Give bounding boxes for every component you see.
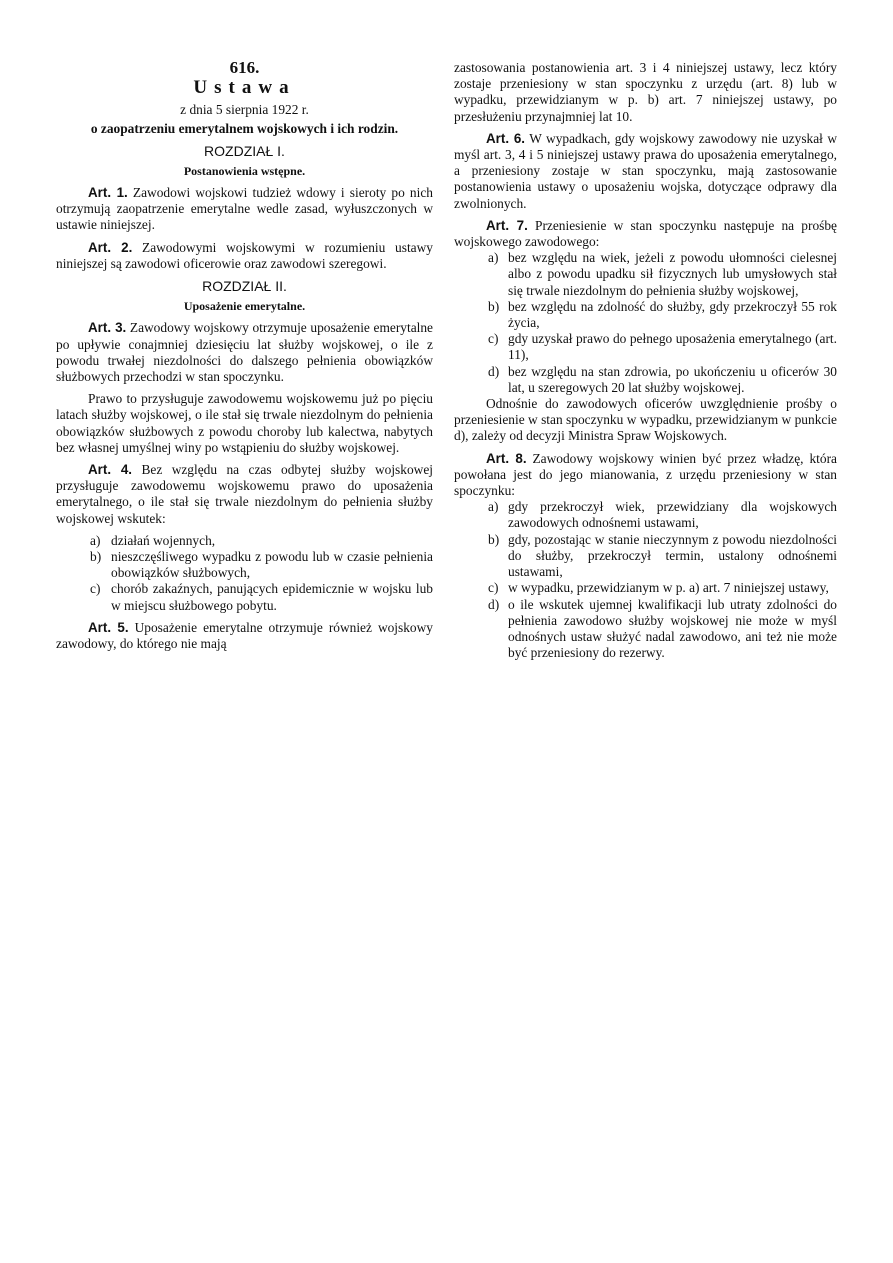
article-6-label: Art. 6. bbox=[486, 130, 526, 146]
list-item-text: działań wojennych, bbox=[111, 532, 216, 548]
list-item bbox=[454, 532, 837, 581]
list-item-text: w wypadku, przewidzianym w p. a) art. 7 niniejszej ustawy, bbox=[508, 580, 829, 596]
article-6 bbox=[454, 131, 837, 212]
list-item bbox=[56, 549, 433, 581]
chapter-1-heading: ROZDZIAŁ I. bbox=[204, 142, 285, 159]
list-item-mark: c) bbox=[90, 581, 101, 597]
chapter-2-heading: ROZDZIAŁ II. bbox=[202, 278, 287, 295]
list-item bbox=[56, 581, 433, 613]
list-item-text: bez względu na stan zdrowia, po ukończeniu u oficerów 30 lat, u szeregowych 20 lat służby wojskowej. bbox=[508, 363, 837, 395]
list-item-mark: a) bbox=[488, 250, 499, 266]
article-4 bbox=[56, 462, 433, 527]
article-8-label: Art. 8. bbox=[486, 450, 527, 466]
list-item-mark: b) bbox=[488, 531, 500, 547]
article-7 bbox=[454, 218, 837, 250]
article-5-label: Art. 5. bbox=[88, 619, 129, 635]
article-8-list bbox=[454, 499, 837, 661]
article-5 bbox=[56, 620, 433, 652]
article-5-text: Uposażenie emerytalne otrzymuje również wojskowy zawodowy, do którego nie mają bbox=[56, 619, 433, 652]
article-3-paragraph-2: Prawo to przysługuje zawodowemu wojskowemu już po pięciu latach służby wojskowej, o ile stał się trwale niezdolnym do pełnienia obowiązków służbowych z powodu choroby lub kalectwa, nabytych bez własnej umyślnej winy po wstąpieniu do służby wojskowej. bbox=[56, 391, 433, 455]
list-item-text: nieszczęśliwego wypadku z powodu lub w czasie pełnienia obowiązków służbowych, bbox=[111, 549, 433, 581]
right-column bbox=[454, 60, 837, 667]
list-item bbox=[454, 364, 837, 396]
list-item-text: gdy przekroczył wiek, przewidziany dla wojskowych zawodowych odnośnemi ustawami, bbox=[508, 499, 837, 531]
article-1-text: Zawodowi wojskowi tudzież wdowy i sieroty po nich otrzymują zaopatrzenie emerytalne wedle zasad, wyłuszczonych w ustawie niniejszej. bbox=[56, 185, 433, 233]
article-7-label: Art. 7. bbox=[486, 217, 528, 233]
list-item-text: chorób zakaźnych, panujących epidemicznie w wojsku lub w miejscu służbowego pobytu. bbox=[111, 581, 433, 613]
article-3-text: Zawodowy wojskowy otrzymuje uposażenie emerytalne po upływie conajmniej dziesięciu lat służby wojskowej, o ile z powodu trwałej niezdolności do dalszego pełnienia obowiązków służbowych przechodzi w stan spoczynku. bbox=[56, 320, 433, 385]
left-column bbox=[56, 60, 433, 658]
list-item-mark: b) bbox=[90, 549, 102, 565]
list-item-mark: d) bbox=[488, 363, 500, 379]
list-item-text: gdy, pozostając w stanie nieczynnym z powodu niezdolności do służby, przekroczył termin, ustalony odnośnemi ustawami, bbox=[508, 531, 837, 580]
list-item bbox=[454, 580, 837, 596]
act-subject: o zaopatrzeniu emerytalnem wojskowych i ich rodzin. bbox=[90, 120, 399, 136]
article-5-continuation: zastosowania postanowienia art. 3 i 4 niniejszej ustawy, lecz który zostaje przeniesiony w stan spoczynku z urzędu (art. 8) lub w wypadku, przewidzianym w p. b) art. 7 niniejszej ustawy, po przesłużeniu przynajmniej lat 10. bbox=[454, 60, 837, 124]
list-item bbox=[454, 299, 837, 331]
article-8 bbox=[454, 451, 837, 500]
list-item bbox=[56, 533, 433, 549]
act-date: z dnia 5 sierpnia 1922 r. bbox=[180, 102, 309, 118]
article-1-label: Art. 1. bbox=[88, 185, 128, 201]
list-item-mark: c) bbox=[488, 331, 499, 347]
list-item-mark: d) bbox=[488, 596, 500, 612]
article-1 bbox=[56, 185, 433, 234]
act-title: Ustawa bbox=[193, 77, 296, 99]
article-6-text: W wypadkach, gdy wojskowy zawodowy nie uzyskał w myśl art. 3, 4 i 5 niniejszej ustawy prawa do uposażenia emerytalnego, a przeniesiony zostaje w stan spoczynku, mają zastosowanie postanowienia ustawy o uposażeniu wojska, dotyczące odprawy dla zwolnionych. bbox=[454, 130, 837, 211]
article-3 bbox=[56, 320, 433, 385]
article-2 bbox=[56, 240, 433, 272]
article-3-label: Art. 3. bbox=[88, 320, 127, 336]
chapter-2-subtitle: Uposażenie emerytalne. bbox=[183, 299, 306, 314]
article-8-text: Zawodowy wojskowy winien być przez władzę, która powołana jest do jego mianowania, z urzędu przeniesiony w stan spoczynku: bbox=[454, 450, 837, 499]
list-item bbox=[454, 331, 837, 363]
article-2-text: Zawodowymi wojskowymi w rozumieniu ustawy niniejszej są zawodowi oficerowie oraz zawodowi szeregowi. bbox=[56, 239, 433, 271]
article-4-list bbox=[56, 533, 433, 614]
article-7-paragraph-2: Odnośnie do zawodowych oficerów uwzględnienie prośby o przeniesienie w stan spoczynku w wypadku, przewidzianym w punkcie d), zależy od decyzji Ministra Spraw Wojskowych. bbox=[454, 396, 837, 444]
list-item bbox=[454, 250, 837, 299]
list-item-text: o ile wskutek ujemnej kwalifikacji lub utraty zdolności do pełnienia zawodowo służby wojskowej nie może w myśl odnośnych ustaw służyć nadal zawodowo, ani też nie może być przeniesiony do rezerwy. bbox=[508, 596, 837, 661]
list-item-mark: a) bbox=[488, 499, 499, 515]
list-item-mark: a) bbox=[90, 532, 101, 548]
list-item bbox=[454, 597, 837, 662]
list-item-mark: b) bbox=[488, 298, 500, 314]
act-number: 616. bbox=[229, 58, 260, 77]
article-7-list bbox=[454, 250, 837, 396]
list-item bbox=[454, 499, 837, 531]
article-4-text: Bez względu na czas odbytej służby wojskowej przysługuje zawodowemu wojskowemu prawo do uposażenia emerytalnego, o ile stał się trwale niezdolnym do pełnienia służby wojskowej wskutek: bbox=[56, 462, 433, 526]
list-item-text: gdy uzyskał prawo do pełnego uposażenia emerytalnego (art. 11), bbox=[508, 331, 837, 363]
list-item-text: bez względu na wiek, jeżeli z powodu ułomności cielesnej albo z powodu upadku sił fizycznych lub umysłowych stał się trwale niezdolnym do pełnienia służby wojskowej, bbox=[508, 250, 837, 298]
list-item-text: bez względu na zdolność do służby, gdy przekroczył 55 rok życia, bbox=[508, 298, 837, 331]
chapter-1-subtitle: Postanowienia wstępne. bbox=[183, 163, 306, 178]
article-7-text: Przeniesienie w stan spoczynku następuje na prośbę wojskowego zawodowego: bbox=[454, 217, 838, 250]
article-2-label: Art. 2. bbox=[88, 239, 133, 255]
list-item-mark: c) bbox=[488, 580, 499, 596]
article-4-label: Art. 4. bbox=[88, 462, 133, 478]
